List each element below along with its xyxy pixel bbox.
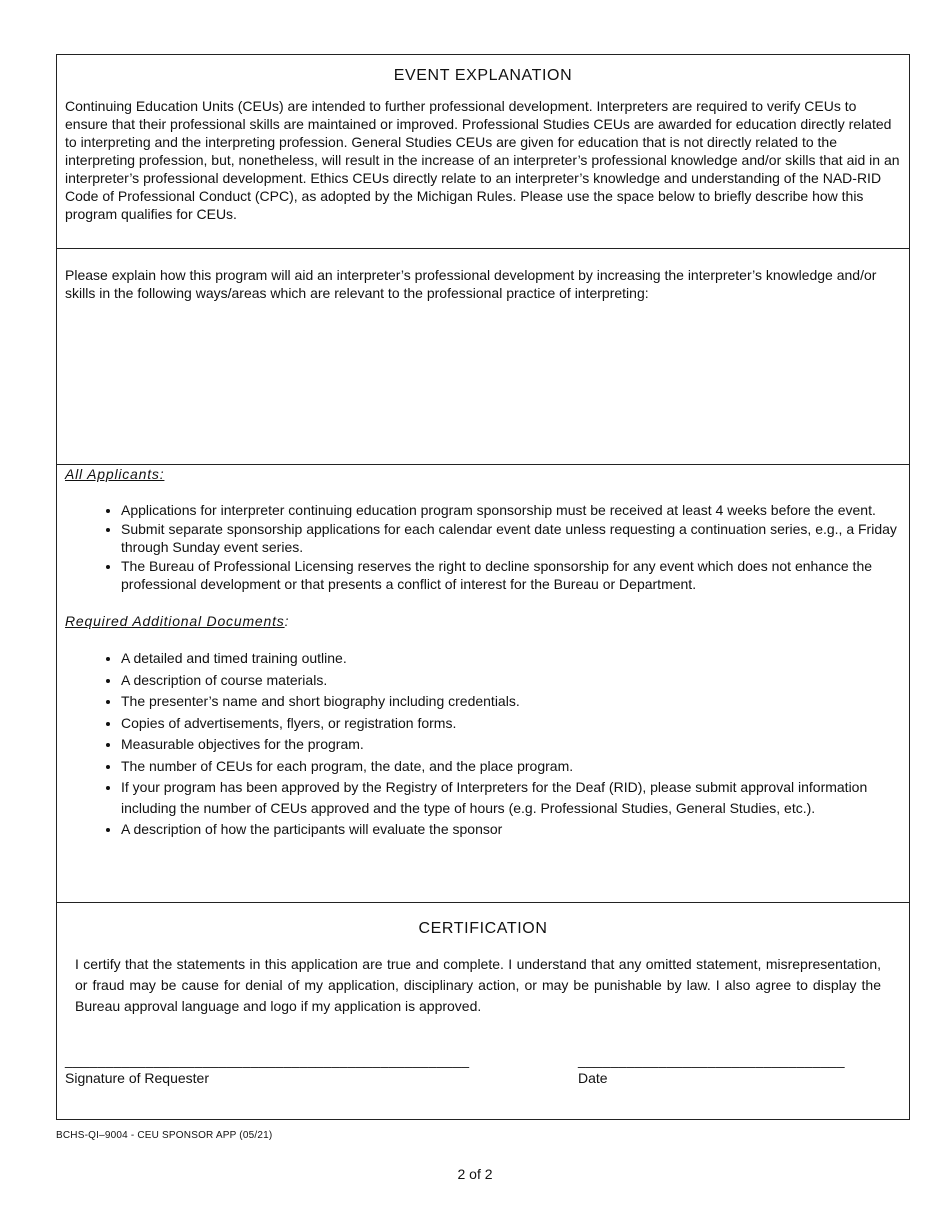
documents-heading-row — [65, 612, 901, 630]
list-item: • A detailed and timed training outline. — [121, 648, 901, 669]
certification-section — [57, 903, 909, 1119]
list-item: • Submit separate sponsorship applications for each calendar event date unless requesting a continuation series, e.g., a Friday through Sunday event series. — [121, 520, 901, 556]
program-explanation-prompt: Please explain how this program will aid an interpreter’s professional development by increasing the interpreter’s knowledge and/or skills in the following ways/areas which are relevant to the professional practice of interpreting: — [65, 267, 877, 301]
date-field[interactable] — [578, 1051, 845, 1087]
list-item: • The presenter’s name and short biography including credentials. — [121, 691, 901, 712]
documents-heading: Required Additional Documents — [65, 613, 285, 629]
form-code: BCHS-QI–9004 - CEU SPONSOR APP (05/21) — [56, 1130, 273, 1141]
event-explanation-title: EVENT EXPLANATION — [393, 67, 573, 84]
signature-label: Signature of Requester — [65, 1070, 209, 1086]
list-item: • A description of course materials. — [121, 670, 901, 691]
signature-line[interactable]: __________________________________________________ — [65, 1052, 470, 1068]
list-item: • Applications for interpreter continuing education program sponsorship must be received at least 4 weeks before the event. — [121, 501, 901, 519]
all-applicants-heading: All Applicants: — [65, 466, 165, 482]
ceu-sponsor-form — [56, 54, 910, 1120]
required-documents-list — [65, 648, 901, 840]
signature-field[interactable] — [65, 1051, 469, 1087]
list-item: • Measurable objectives for the program. — [121, 734, 901, 755]
list-item: • A description of how the participants will evaluate the sponsor — [121, 819, 901, 840]
program-explanation-box[interactable] — [57, 266, 909, 465]
certification-text: I certify that the statements in this application are true and complete. I understand that any omitted statement, misrepresentation, or fraud may be cause for denial of my application, disciplinary action, or may be punishable by law. I also agree to display the Bureau approval language and logo if my application is approved. — [75, 956, 881, 1014]
date-label: Date — [578, 1070, 608, 1086]
date-line[interactable]: _________________________________ — [578, 1052, 845, 1068]
page-number: 2 of 2 — [457, 1166, 493, 1182]
list-item: • Copies of advertisements, flyers, or registration forms. — [121, 713, 901, 734]
list-item: • The number of CEUs for each program, the date, and the place program. — [121, 756, 901, 777]
all-applicants-list — [65, 501, 901, 593]
list-item: • The Bureau of Professional Licensing reserves the right to decline sponsorship for any event which does not enhance the professional development or that presents a conflict of interest for the Bureau or Department. — [121, 557, 901, 593]
event-explanation-text: Continuing Education Units (CEUs) are intended to further professional development. Interpreters are required to verify CEUs to ensure that their professional skills are maintained or improved. Professional Studies CEUs are awarded for education directly related to interpreting and the interpreting profession. General Studies CEUs are given for education that is not directly related to the interpreting profession, but, nonetheless, will result in the increase of an interpreter’s professional knowledge and/or skills that aid in an interpreter’s professional development. Ethics CEUs directly relate to an interpreter’s knowledge and understanding of the NAD-RID Code of Professional Conduct (CPC), as adopted by the Michigan Rules. Please use the space below to briefly describe how this program qualifies for CEUs. — [65, 98, 900, 222]
documents-heading-colon: : — [284, 613, 289, 629]
event-explanation-section — [57, 55, 909, 249]
list-item: • If your program has been approved by the Registry of Interpreters for the Deaf (RID), please submit approval information including the number of CEUs approved and the type of hours (e.g. Professional Studies, General Studies, etc.). — [121, 777, 901, 818]
requirements-section — [57, 465, 909, 903]
certification-title: CERTIFICATION — [418, 920, 548, 937]
